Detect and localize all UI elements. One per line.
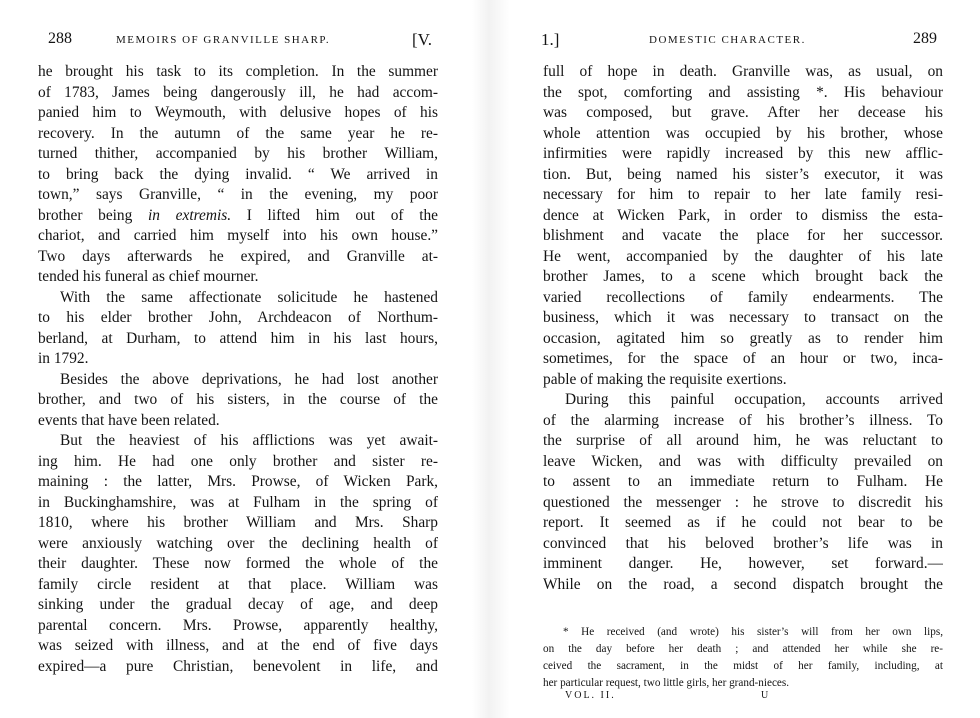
text-line: tion. But, being named his sister’s executor, it was (543, 165, 943, 183)
text-line: the spot, comforting and assisting *. His behaviour (543, 83, 943, 101)
text-line: parental concern. Mrs. Prowse, apparently healthy, (38, 616, 438, 634)
text-line: panied him to Weymouth, with delusive hopes of his (38, 104, 438, 121)
footnote-line: her particular request, two little girls, her grand-nieces. (543, 677, 790, 689)
text-line: varied recollections of family endearments. The (543, 288, 943, 306)
book-gutter (472, 0, 510, 718)
text-line: sinking under the gradual decay of age, and deep (38, 596, 438, 613)
text-line: business, which it was necessary to transact on the (543, 309, 943, 326)
text-line: recovery. In the autumn of the same year he re- (38, 124, 438, 142)
right-running-head (543, 30, 943, 52)
text-line: 1810, where his brother William and Mrs. Sharp (38, 514, 438, 531)
text-line: sometimes, for the space of an hour or two, inca- (543, 350, 943, 367)
text-line: infirmities were rapidly increased by this new afflic- (543, 145, 943, 162)
text-line: occasion, agitated him so greatly as to render him (543, 329, 943, 347)
text-line: maining : the latter, Mrs. Prowse, of Wicken Park, (38, 473, 438, 490)
text-line: During this painful occupation, accounts arrived (565, 391, 943, 408)
text-line: chariot, and carried him myself into his own house.” (38, 227, 438, 244)
text-line: the surprise of all around him, he was reluctant to (543, 432, 943, 449)
text-line: in 1792. (38, 350, 89, 367)
text-line: pable of making the requisite exertions. (543, 370, 787, 388)
italic-phrase: in extremis. (148, 206, 232, 224)
text-line: Two days afterwards he expired, and Granville at- (38, 247, 438, 265)
text-line: questioned the messenger : he strove to discredit his (543, 493, 943, 511)
text-line: of 1783, James being dangerously ill, he had accom- (38, 83, 438, 101)
text-line: convinced that his beloved brother’s life was in (543, 534, 943, 552)
text-line: ing him. He had one only brother and sister re- (38, 452, 438, 470)
text-line: While on the road, a second dispatch brought the (543, 575, 943, 593)
text-line-with-italic (38, 206, 438, 227)
footnote-line: ceived the sacrament, in the midst of her family, including, at (543, 660, 943, 672)
right-running-title: DOMESTIC CHARACTER. (649, 34, 806, 46)
text-line: dence at Wicken Park, in order to dismiss the esta- (543, 206, 943, 224)
footnote-line: on the day before her death ; and attended her while she re- (543, 643, 943, 655)
text-line: was composed, but grave. After her decease his (543, 104, 943, 121)
text-line: turned thither, accompanied by his brother William, (38, 145, 438, 162)
text-line: to bring back the dying invalid. “ We arrived in (38, 165, 438, 183)
text-line: he brought his task to its completion. In the summer (38, 63, 438, 80)
text-line: With the same affectionate solicitude he hastened (60, 288, 438, 306)
text-line: of the alarming increase of his brother’s illness. To (543, 411, 943, 429)
text-line: brother James, to a scene which brought back the (543, 268, 943, 285)
text-fragment: brother being (38, 206, 148, 224)
text-line: brother, and two of his sisters, in the course of the (38, 391, 438, 408)
text-line: expired—a pure Christian, benevolent in life, and (38, 657, 438, 675)
footnote-line: * He received (and wrote) his sister’s will from her own lips, (563, 626, 943, 638)
text-fragment: I lifted him out of the (231, 206, 438, 224)
text-line: to his elder brother John, Archdeacon of Northum- (38, 309, 438, 326)
left-running-head (38, 30, 438, 52)
right-chapter-mark: 1.] (541, 30, 560, 49)
text-line: imminent danger. He, however, set forward.— (543, 555, 943, 572)
printer-signature (565, 690, 785, 708)
text-line: full of hope in death. Granville was, as usual, on (543, 63, 943, 80)
text-line: leave Wicken, and was with difficulty prevailed on (543, 452, 943, 470)
gathering-letter: U (761, 690, 771, 701)
right-body-text (543, 62, 943, 595)
text-line: tended his funeral as chief mourner. (38, 268, 259, 285)
right-page-number: 289 (913, 30, 937, 47)
left-chapter-mark: [V. (412, 30, 432, 49)
left-page-number: 288 (48, 30, 72, 47)
text-line: events that have been related. (38, 411, 220, 429)
text-line: their daughter. These now formed the whole of the (38, 555, 438, 572)
text-line: to assent to an immediate return to Fulham. He (543, 473, 943, 490)
volume-signature: VOL. II. (565, 690, 616, 701)
text-line: family circle resident at that place. William was (38, 575, 438, 593)
text-line: report. It seemed as if he could not bear to be (543, 514, 943, 531)
text-line: He went, accompanied by the daughter of his late (543, 247, 943, 265)
text-line: But the heaviest of his afflictions was yet await- (60, 432, 438, 449)
text-line: whole attention was occupied by his brother, whose (543, 124, 943, 142)
text-line: was seized with illness, and at the end of five days (38, 637, 438, 654)
text-line: berland, at Durham, to attend him in his last hours, (38, 329, 438, 347)
text-line: necessary for him to repair to her late family resi- (543, 186, 943, 203)
text-line: Besides the above deprivations, he had lost another (60, 370, 438, 388)
text-line: town,” says Granville, “ in the evening, my poor (38, 186, 438, 203)
text-line: blishment and vacate the place for her successor. (543, 227, 943, 244)
text-line: in Buckinghamshire, was at Fulham in the spring of (38, 493, 438, 511)
left-running-title: MEMOIRS OF GRANVILLE SHARP. (116, 34, 331, 46)
left-body-text (38, 62, 438, 677)
footnote (543, 624, 943, 692)
text-line: were anxiously watching over the declining health of (38, 534, 438, 552)
